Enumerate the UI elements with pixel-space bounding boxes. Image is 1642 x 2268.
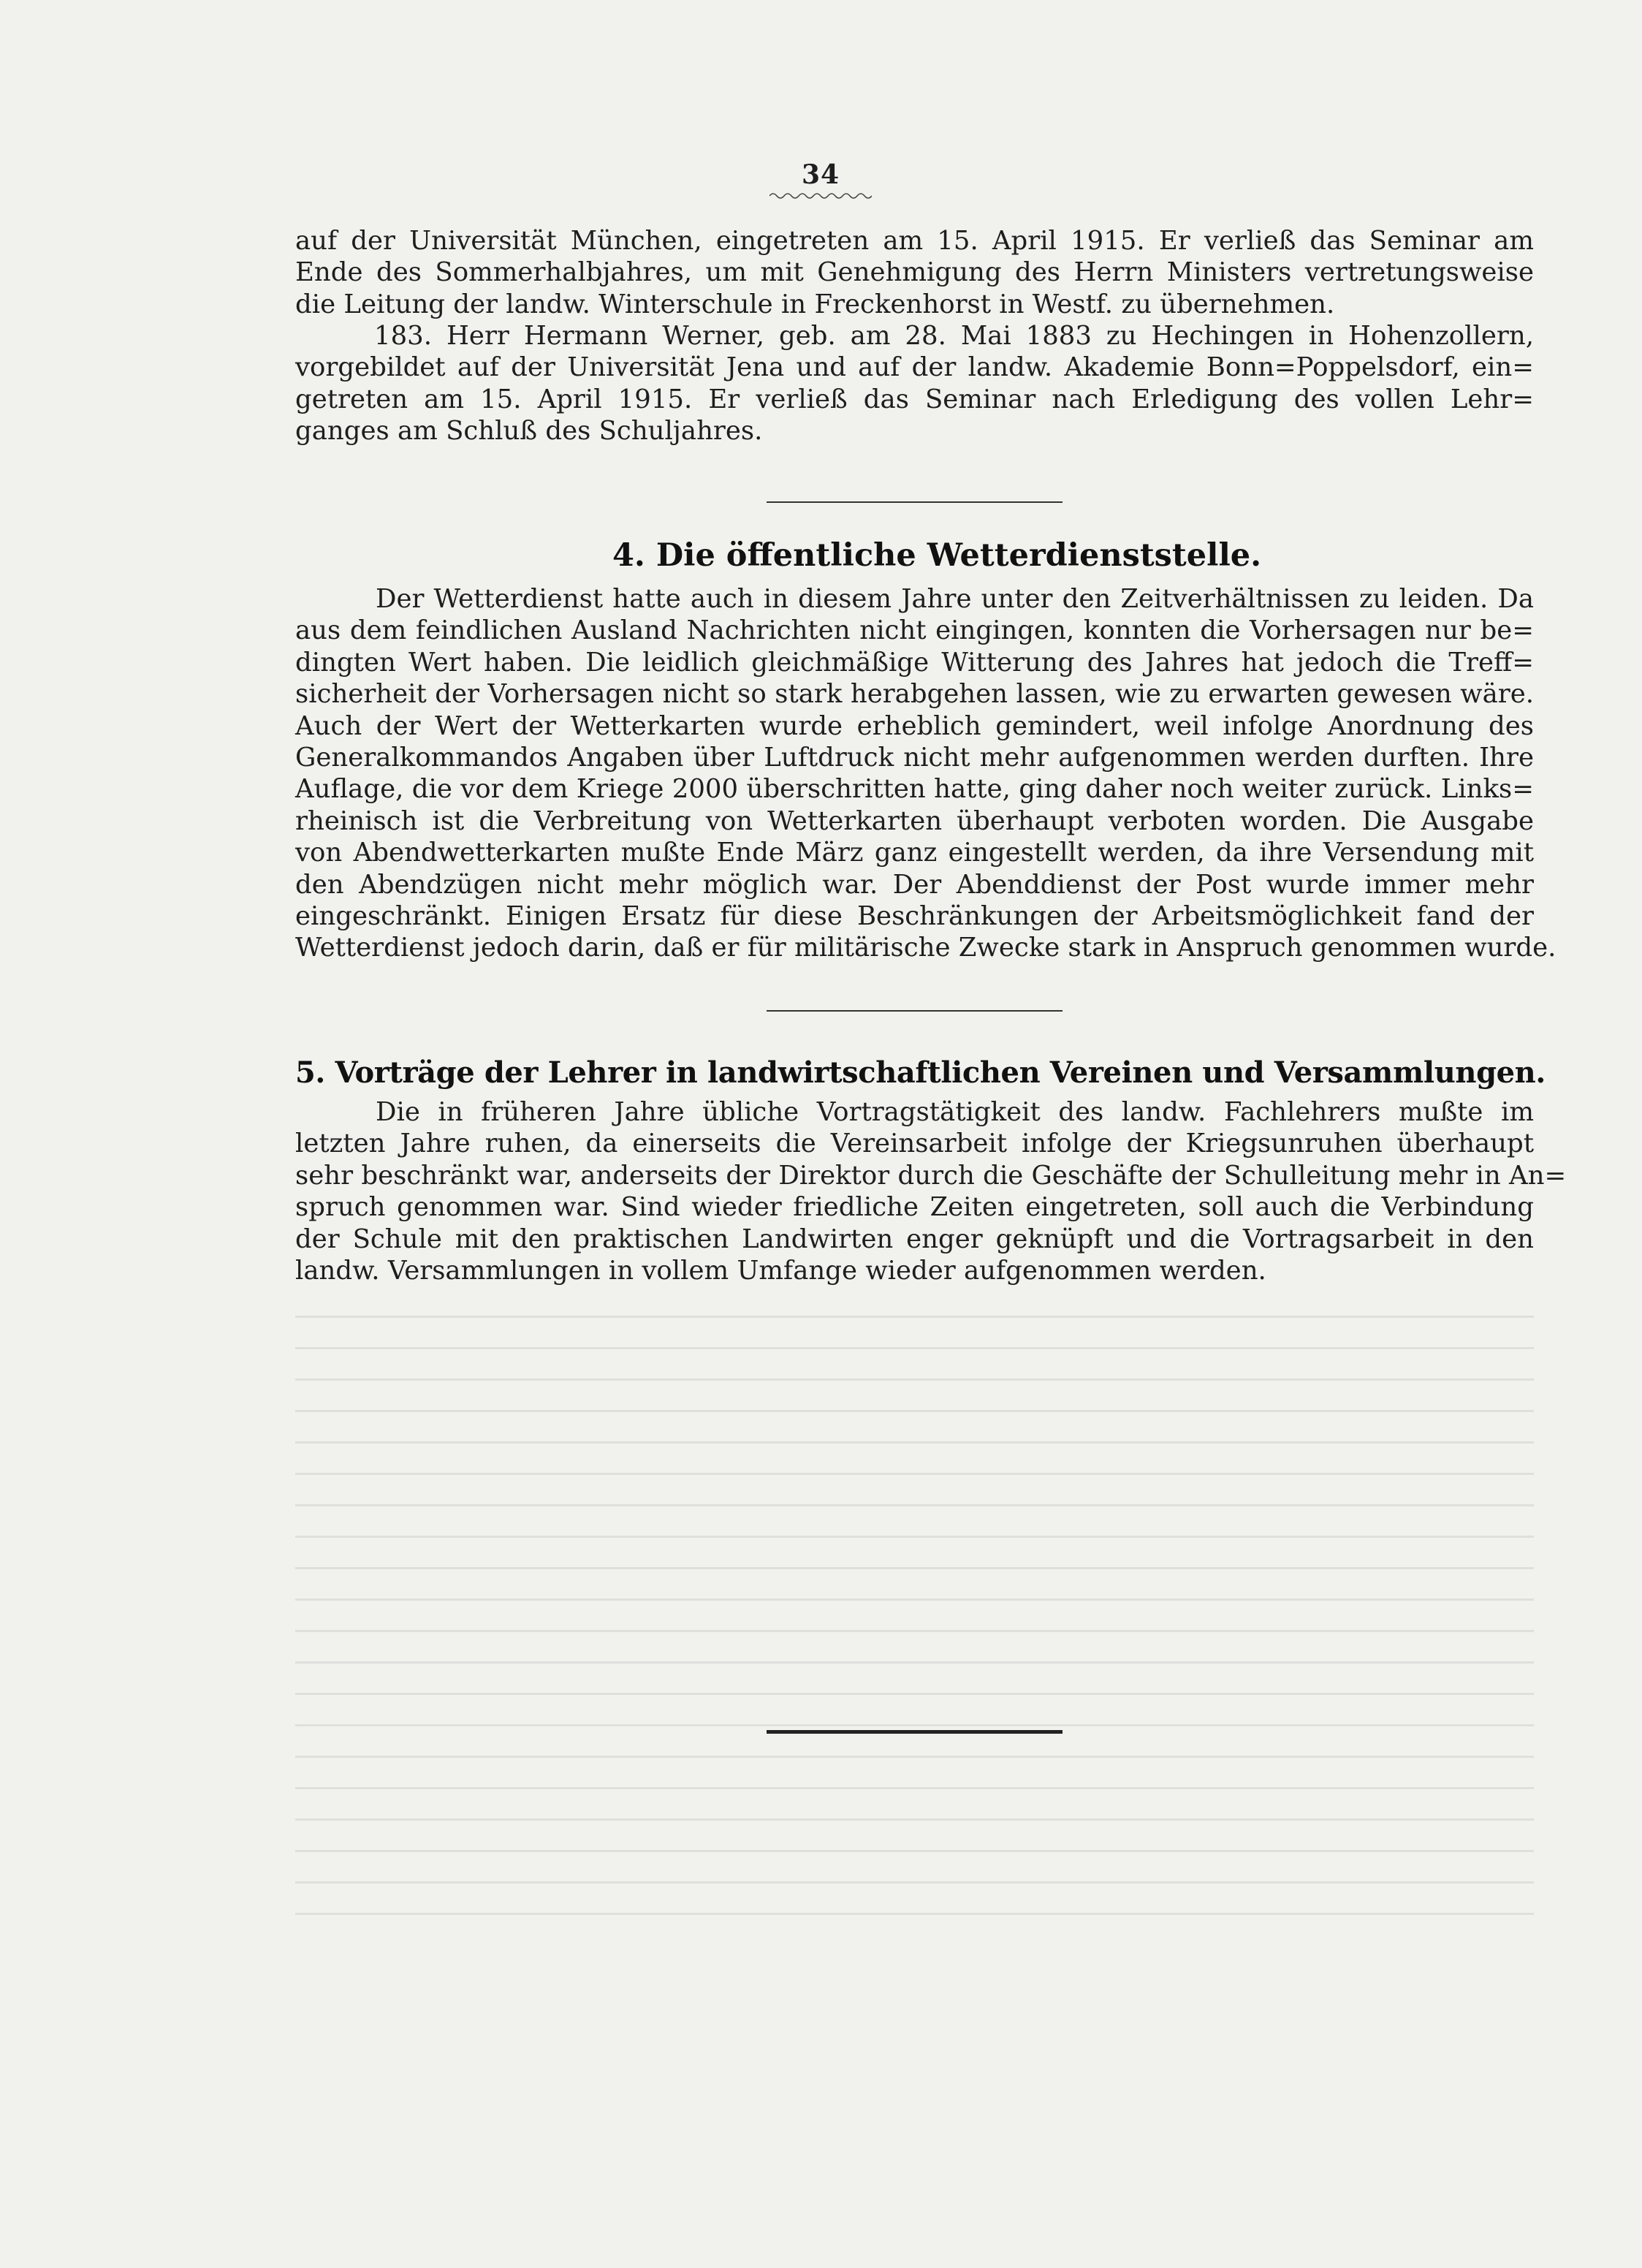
text-line: letzten Jahre ruhen, da einerseits die Vereinsarbeit infolge der Kriegsunruhen überhaupt	[295, 1129, 1534, 1159]
text-line: landw. Versammlungen in vollem Umfange wieder aufgenommen werden.	[295, 1256, 1266, 1286]
section-divider	[767, 1010, 1063, 1012]
text-line: Generalkommandos Angaben über Luftdruck nicht mehr aufgenommen werden durften. Ihre	[295, 743, 1534, 773]
paragraph-entry-183	[295, 320, 1534, 447]
section-5-body	[295, 1096, 1567, 1286]
text-line: Die in früheren Jahre übliche Vortragstätigkeit des landw. Fachlehrers mußte im	[376, 1097, 1534, 1127]
section-5-heading: 5. Vorträge der Lehrer in landwirtschaftlichen Vereinen und Versammlungen.	[295, 1055, 1546, 1090]
text-line: 183. Herr Hermann Werner, geb. am 28. Mai 1883 zu Hechingen in Hohenzollern,	[374, 321, 1534, 351]
text-line: ganges am Schluß des Schuljahres.	[295, 416, 763, 447]
text-line: vorgebildet auf der Universität Jena und auf der landw. Akademie Bonn=Poppelsdorf, ein=	[295, 352, 1534, 383]
text-line: auf der Universität München, eingetreten am 15. April 1915. Er verließ das Seminar am	[295, 226, 1534, 256]
reverse-side-show-through	[295, 1316, 1534, 2032]
section-4-heading: 4. Die öffentliche Wetterdienststelle.	[612, 537, 1262, 574]
text-line: rheinisch ist die Verbreitung von Wetterkarten überhaupt verboten worden. Die Ausgabe	[295, 805, 1534, 836]
text-line: Ende des Sommerhalbjahres, um mit Genehmigung des Herrn Ministers vertretungsweise	[295, 257, 1534, 288]
end-rule	[767, 1730, 1063, 1734]
text-line: sicherheit der Vorhersagen nicht so stark herabgehen lassen, wie zu erwarten gewesen wäre.	[295, 679, 1534, 710]
page-number: 34	[801, 159, 840, 190]
text-line: dingten Wert haben. Die leidlich gleichmäßige Witterung des Jahres hat jedoch die Treff=	[295, 647, 1534, 678]
section-divider	[767, 501, 1063, 503]
page-number-ornament	[769, 191, 872, 200]
text-line: die Leitung der landw. Winterschule in Freckenhorst in Westf. zu übernehmen.	[295, 289, 1335, 319]
text-line: von Abendwetterkarten mußte Ende März ganz eingestellt werden, da ihre Versendung mit	[295, 838, 1534, 868]
text-line: den Abendzügen nicht mehr möglich war. Der Abenddienst der Post wurde immer mehr	[295, 869, 1534, 900]
text-line: spruch genommen war. Sind wieder friedliche Zeiten eingetreten, soll auch die Verbindung	[295, 1192, 1534, 1223]
text-line: Auflage, die vor dem Kriege 2000 überschritten hatte, ging daher noch weiter zurück. Links=	[295, 774, 1534, 805]
text-line: Wetterdienst jedoch darin, daß er für militärische Zwecke stark in Anspruch genommen wurde.	[295, 933, 1557, 963]
section-4-body	[295, 583, 1557, 964]
text-line: eingeschränkt. Einigen Ersatz für diese Beschränkungen der Arbeitsmöglichkeit fand der	[295, 901, 1534, 932]
text-line: der Schule mit den praktischen Landwirten enger geknüpft und die Vortragsarbeit in den	[295, 1224, 1534, 1254]
text-line: Der Wetterdienst hatte auch in diesem Jahre unter den Zeitverhältnissen zu leiden. Da	[376, 584, 1534, 614]
text-line: aus dem feindlichen Ausland Nachrichten nicht eingingen, konnten die Vorhersagen nur be=	[295, 615, 1534, 646]
text-line: getreten am 15. April 1915. Er verließ das Seminar nach Erledigung des vollen Lehr=	[295, 384, 1534, 414]
text-line: Auch der Wert der Wetterkarten wurde erheblich gemindert, weil infolge Anordnung des	[295, 710, 1534, 741]
paragraph-continuation	[295, 225, 1534, 320]
text-line: sehr beschränkt war, anderseits der Direktor durch die Geschäfte der Schulleitung mehr in An=	[295, 1160, 1567, 1191]
